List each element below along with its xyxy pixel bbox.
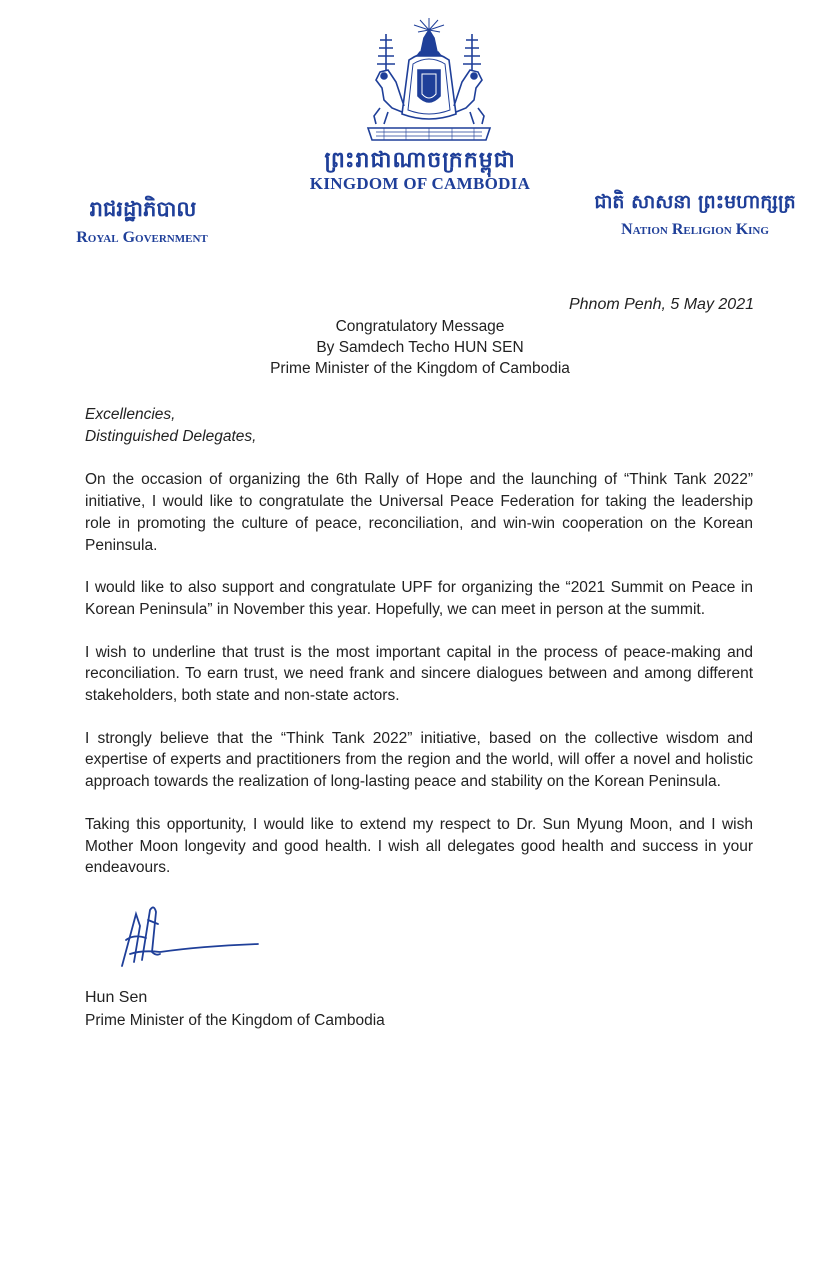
signer-name: Hun Sen	[85, 989, 148, 1006]
message-title	[180, 316, 660, 379]
paragraph-4: I strongly believe that the “Think Tank 2022” initiative, based on the collective wisdom and expertise of experts and practitioners from the region and the world, will offer a novel and holistic approach towards the realization of long-lasting peace and stability on the Korean Peninsula.	[85, 729, 753, 791]
title-line-3: Prime Minister of the Kingdom of Cambodia	[270, 360, 570, 377]
salutation-line-1: Excellencies,	[85, 406, 176, 423]
paragraph-1: On the occasion of organizing the 6th Rally of Hope and the launching of “Think Tank 2022” initiative, I would like to congratulate the Universal Peace Federation for taking the leadership role in promoting the culture of peace, reconciliation, and win-win cooperation on the Korean Peninsula.	[85, 471, 753, 554]
motto-label: Nation Religion King	[621, 221, 769, 238]
title-line-1: Congratulatory Message	[335, 318, 505, 335]
signer-title: Prime Minister of the Kingdom of Cambodia	[85, 1012, 385, 1029]
letter-date: Phnom Penh, 5 May 2021	[568, 296, 754, 313]
paragraph-3: I wish to underline that trust is the most important capital in the process of peace-making and reconciliation. To earn trust, we need frank and sincere dialogues between and among different stakeholders, both state and non-state actors.	[85, 643, 753, 705]
royal-arms-of-cambodia-icon	[362, 16, 496, 144]
salutation-line-2: Distinguished Delegates,	[85, 427, 257, 445]
royal-government-label: Royal Government	[76, 229, 208, 246]
khmer-motto: ជាតិ សាសនា ព្រះមហាក្សត្រ	[594, 191, 796, 213]
paragraph-5: Taking this opportunity, I would like to extend my respect to Dr. Sun Myung Moon, and I wish Mother Moon longevity and good health. I wish all delegates good health and success in your endeavours.	[85, 815, 753, 877]
khmer-royal-government: រាជរដ្ឋាភិបាល	[89, 197, 197, 221]
handwritten-signature-icon	[112, 896, 262, 972]
salutation	[85, 404, 753, 447]
title-line-2: By Samdech Techo HUN SEN	[316, 339, 524, 356]
kingdom-title: KINGDOM OF CAMBODIA	[309, 174, 531, 193]
signer-block	[85, 986, 385, 1032]
paragraph-2: I would like to also support and congratulate UPF for organizing the “2021 Summit on Peace in Korean Peninsula” in November this year. Hopefully, we can meet in person at the summit.	[85, 579, 753, 618]
letter-body	[85, 404, 753, 900]
khmer-kingdom-title: ព្រះរាជាណាចក្រកម្ពុជា	[324, 148, 516, 173]
